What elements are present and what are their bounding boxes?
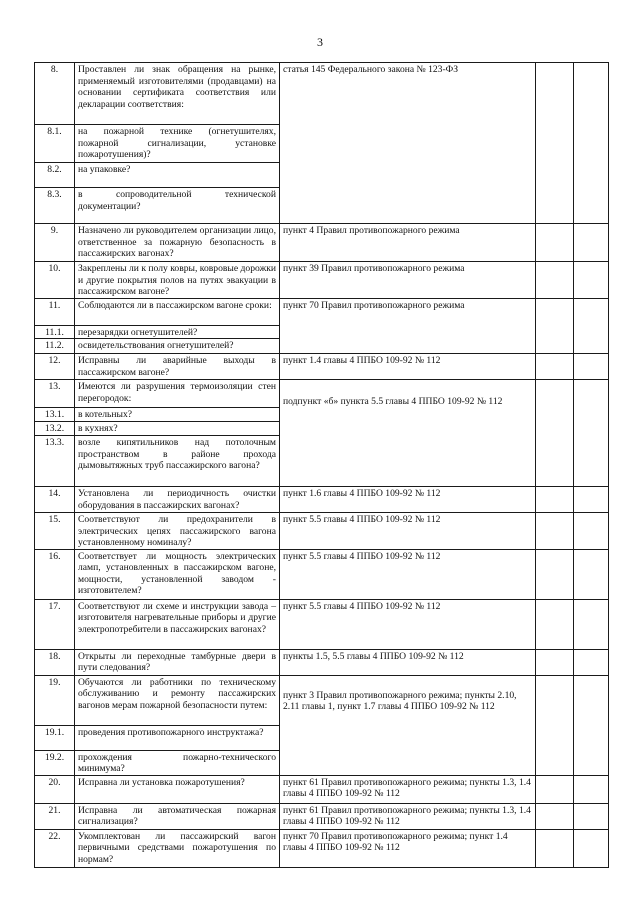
row-question: Обучаются ли работники по техническому обслуживанию и ремонту пассажирских вагонов мерам пожарной безопасности путем: (75, 675, 280, 725)
table-row (35, 63, 609, 125)
row-number: 20. (35, 775, 75, 803)
answer-yes-cell[interactable] (536, 380, 574, 487)
table-row (35, 224, 609, 262)
row-basis: пункт 5.5 главы 4 ППБО 109-92 № 112 (280, 513, 536, 550)
table-row (35, 513, 609, 550)
answer-yes-cell[interactable] (536, 298, 574, 354)
answer-no-cell[interactable] (574, 487, 609, 513)
table-row (35, 803, 609, 829)
answer-yes-cell[interactable] (536, 649, 574, 675)
answer-no-cell[interactable] (574, 224, 609, 262)
table-row (35, 649, 609, 675)
row-question: в котельных? (75, 408, 280, 422)
answer-no-cell[interactable] (574, 262, 609, 299)
row-number: 21. (35, 803, 75, 829)
row-question: Назначено ли руководителем организации лицо, ответственное за пожарную безопасность в пассажирских вагонах? (75, 224, 280, 262)
answer-yes-cell[interactable] (536, 549, 574, 599)
row-number: 13.1. (35, 408, 75, 422)
answer-yes-cell[interactable] (536, 262, 574, 299)
answer-yes-cell[interactable] (536, 513, 574, 550)
answer-yes-cell[interactable] (536, 675, 574, 775)
row-basis: статья 145 Федерального закона № 123-ФЗ (280, 63, 536, 224)
row-basis: пункт 1.4 главы 4 ППБО 109-92 № 112 (280, 354, 536, 380)
row-number: 9. (35, 224, 75, 262)
row-basis: пункт 5.5 главы 4 ППБО 109-92 № 112 (280, 599, 536, 649)
answer-yes-cell[interactable] (536, 487, 574, 513)
row-basis: пункт 61 Правил противопожарного режима; пункты 1.3, 1.4 главы 4 ППБО 109-92 № 112 (280, 775, 536, 803)
row-number: 13.2. (35, 422, 75, 436)
row-number: 12. (35, 354, 75, 380)
table-row (35, 599, 609, 649)
row-question: Имеются ли разрушения термоизоляции стен перегородок: (75, 380, 280, 408)
table-row (35, 487, 609, 513)
answer-yes-cell[interactable] (536, 224, 574, 262)
table-row (35, 354, 609, 380)
row-question: перезарядки огнетушителей? (75, 325, 280, 339)
row-number: 13. (35, 380, 75, 408)
row-number: 13.3. (35, 436, 75, 487)
row-question: Исправны ли аварийные выходы в пассажирском вагоне? (75, 354, 280, 380)
row-question: Закреплены ли к полу ковры, ковровые дорожки и другие покрытия полов на путях эвакуации в пассажирском вагоне? (75, 262, 280, 299)
answer-no-cell[interactable] (574, 775, 609, 803)
row-basis: пункт 3 Правил противопожарного режима; пункты 2.10, 2.11 главы 1, пункт 1.7 главы 4 ППБО 109-92 № 112 (280, 675, 536, 775)
row-question: Соблюдаются ли в пассажирском вагоне сроки: (75, 298, 280, 325)
answer-no-cell[interactable] (574, 354, 609, 380)
answer-no-cell[interactable] (574, 649, 609, 675)
table-row (35, 298, 609, 325)
row-basis: пункт 1.6 главы 4 ППБО 109-92 № 112 (280, 487, 536, 513)
row-basis: пункт 70 Правил противопожарного режима; пункт 1.4 главы 4 ППБО 109-92 № 112 (280, 829, 536, 867)
row-question: на упаковке? (75, 163, 280, 188)
row-number: 19. (35, 675, 75, 725)
table-row (35, 262, 609, 299)
row-number: 8.2. (35, 163, 75, 188)
row-basis: пункт 5.5 главы 4 ППБО 109-92 № 112 (280, 549, 536, 599)
row-question: Проставлен ли знак обращения на рынке, применяемый изготовителями (продавцами) на основании сертификата соответствия или декларации соответствия: (75, 63, 280, 125)
row-question: проведения противопожарного инструктажа? (75, 725, 280, 750)
answer-no-cell[interactable] (574, 63, 609, 224)
row-number: 11. (35, 298, 75, 325)
row-number: 14. (35, 487, 75, 513)
row-basis: пункт 4 Правил противопожарного режима (280, 224, 536, 262)
row-question: Открыты ли переходные тамбурные двери в пути следования? (75, 649, 280, 675)
table-row (35, 380, 609, 408)
row-question: Соответствуют ли схеме и инструкции завода – изготовителя нагревательные приборы и другие электропотребители в пассажирских вагонах? (75, 599, 280, 649)
answer-yes-cell[interactable] (536, 354, 574, 380)
answer-yes-cell[interactable] (536, 599, 574, 649)
row-number: 16. (35, 549, 75, 599)
answer-yes-cell[interactable] (536, 829, 574, 867)
answer-no-cell[interactable] (574, 549, 609, 599)
table-row (35, 829, 609, 867)
row-question: прохождения пожарно-технического минимума? (75, 750, 280, 775)
row-number: 17. (35, 599, 75, 649)
row-number: 18. (35, 649, 75, 675)
answer-no-cell[interactable] (574, 599, 609, 649)
row-number: 8. (35, 63, 75, 125)
row-question: Установлена ли периодичность очистки оборудования в пассажирских вагонах? (75, 487, 280, 513)
row-question: Исправна ли автоматическая пожарная сигнализация? (75, 803, 280, 829)
answer-no-cell[interactable] (574, 675, 609, 775)
row-number: 8.1. (35, 125, 75, 163)
row-number: 11.1. (35, 325, 75, 339)
row-number: 22. (35, 829, 75, 867)
answer-no-cell[interactable] (574, 380, 609, 487)
row-number: 19.1. (35, 725, 75, 750)
checklist-table (34, 62, 609, 868)
answer-no-cell[interactable] (574, 829, 609, 867)
row-question: на пожарной технике (огнетушителях, пожарной сигнализации, установке пожаротушения)? (75, 125, 280, 163)
row-number: 10. (35, 262, 75, 299)
row-basis: пункт 39 Правил противопожарного режима (280, 262, 536, 299)
answer-no-cell[interactable] (574, 513, 609, 550)
row-question: Исправна ли установка пожаротушения? (75, 775, 280, 803)
answer-no-cell[interactable] (574, 298, 609, 354)
row-number: 15. (35, 513, 75, 550)
table-row (35, 675, 609, 725)
row-question: возле кипятильников над потолочным пространством в районе прохода дымовытяжных труб пассажирского вагона? (75, 436, 280, 487)
answer-yes-cell[interactable] (536, 63, 574, 224)
table-row (35, 549, 609, 599)
row-basis: пункт 70 Правил противопожарного режима (280, 298, 536, 354)
row-basis: пункты 1.5, 5.5 главы 4 ППБО 109-92 № 112 (280, 649, 536, 675)
row-question: в сопроводительной технической документации? (75, 188, 280, 224)
table-row (35, 775, 609, 803)
row-number: 8.3. (35, 188, 75, 224)
row-question: освидетельствования огнетушителей? (75, 339, 280, 354)
answer-no-cell[interactable] (574, 803, 609, 829)
row-number: 19.2. (35, 750, 75, 775)
row-question: в кухнях? (75, 422, 280, 436)
answer-yes-cell[interactable] (536, 803, 574, 829)
row-basis: пункт 61 Правил противопожарного режима; пункты 1.3, 1.4 главы 4 ППБО 109-92 № 112 (280, 803, 536, 829)
row-question: Укомплектован ли пассажирский вагон первичными средствами пожаротушения по нормам? (75, 829, 280, 867)
row-number: 11.2. (35, 339, 75, 354)
row-basis: подпункт «б» пункта 5.5 главы 4 ППБО 109-92 № 112 (280, 380, 536, 487)
page-number: 3 (317, 35, 323, 49)
row-question: Соответствуют ли предохранители в электрических цепях пассажирского вагона установленному номиналу? (75, 513, 280, 550)
answer-yes-cell[interactable] (536, 775, 574, 803)
row-question: Соответствует ли мощность электрических ламп, установленных в пассажирском вагоне, мощности, установленной заводом - изготовителем? (75, 549, 280, 599)
